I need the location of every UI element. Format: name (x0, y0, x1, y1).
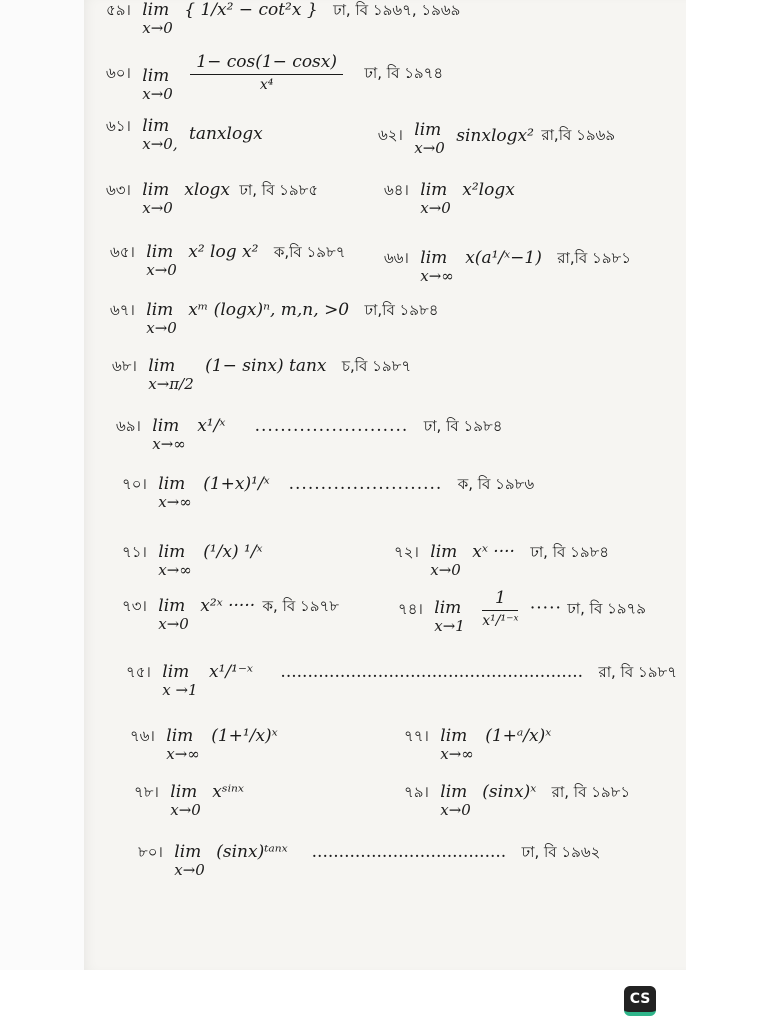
problem-65: ৬৫। lim x→0 x² log x² ক,বি ১৯৮৭ (110, 242, 346, 279)
problem-67: ৬৭। lim x→0 xᵐ (logx)ⁿ, m,n, >0 ঢা,বি ১৯৮৪ (110, 300, 439, 337)
problem-75: ৭৫। lim x →1 x¹/¹⁻ˣ ........................................................ রা, বি ১৯৮৭ (126, 662, 677, 699)
problem-73: ৭৩। lim x→0 x²ˣ ····· ক, বি ১৯৭৮ (122, 596, 339, 633)
problem-60: ৬০। lim x→0 $\frac{1- \cos(1- \cos x)}{\text{x⁴}}$ ঢা, বি ১৯৭৪ (106, 52, 444, 103)
problem-66: ৬৬। lim x→∞ x(a¹/ˣ−1) রা,বি ১৯৮১ (384, 248, 631, 285)
problem-76: ৭৬। lim x→∞ (1+¹/x)ˣ (130, 726, 278, 763)
problem-63: ৬৩। lim x→0 xlogx ঢা, বি ১৯৮৫ (106, 180, 319, 217)
problem-77: ৭৭। lim x→∞ (1+ᵃ/x)ˣ (404, 726, 552, 763)
problem-64: ৬৪। lim x→0 x²logx (384, 180, 515, 217)
problem-68: ৬৮। lim x→π/2 (1− sinx) tanx চ,বি ১৯৮৭ (112, 356, 412, 393)
problem-80: ৮০। lim x→0 (sinx)ᵗᵃⁿˣ .................................... ঢা, বি ১৯৬২ (138, 842, 601, 879)
problem-78: ৭৮। lim x→0 xˢⁱⁿˣ (134, 782, 244, 819)
problem-70: ৭০। lim x→∞ (1+x)¹/ˣ ........................ ক, বি ১৯৮৬ (122, 474, 535, 511)
problem-71: ৭১। lim x→∞ (¹/x) ¹/ˣ (122, 542, 263, 579)
problem-61: ৬১। lim x→0, tanxlogx (106, 116, 263, 153)
camscanner-logo: CS (624, 986, 656, 1016)
problem-72: ৭২। lim x→0 xˣ ···· ঢা, বি ১৯৮৪ (394, 542, 610, 579)
problem-59: ৫৯। lim x→0 { 1/x² − cot²x } ঢা, বি ১৯৬৭, ১৯৬৯ (106, 0, 461, 37)
fraction: $\frac{1}{\text{x¹/¹⁻ˣ}}$ (482, 588, 519, 629)
problem-74: ৭৪। lim x→1 $\frac{1}{\text{x¹/¹⁻ˣ}}$ ····· ঢা, বি ১৯৭৯ (398, 588, 647, 635)
fraction: $\frac{1- \cos(1- \cos x)}{\text{x⁴}}$ (190, 54, 343, 92)
problem-62: ৬২। lim x→0 sinxlogx² রা,বি ১৯৬৯ (378, 120, 616, 157)
problem-69: ৬৯। lim x→∞ x¹/ˣ ........................ ঢা, বি ১৯৮৪ (116, 416, 503, 453)
page-margin (0, 0, 84, 970)
problem-79: ৭৯। lim x→0 (sinx)ˣ রা, বি ১৯৮১ (404, 782, 631, 819)
